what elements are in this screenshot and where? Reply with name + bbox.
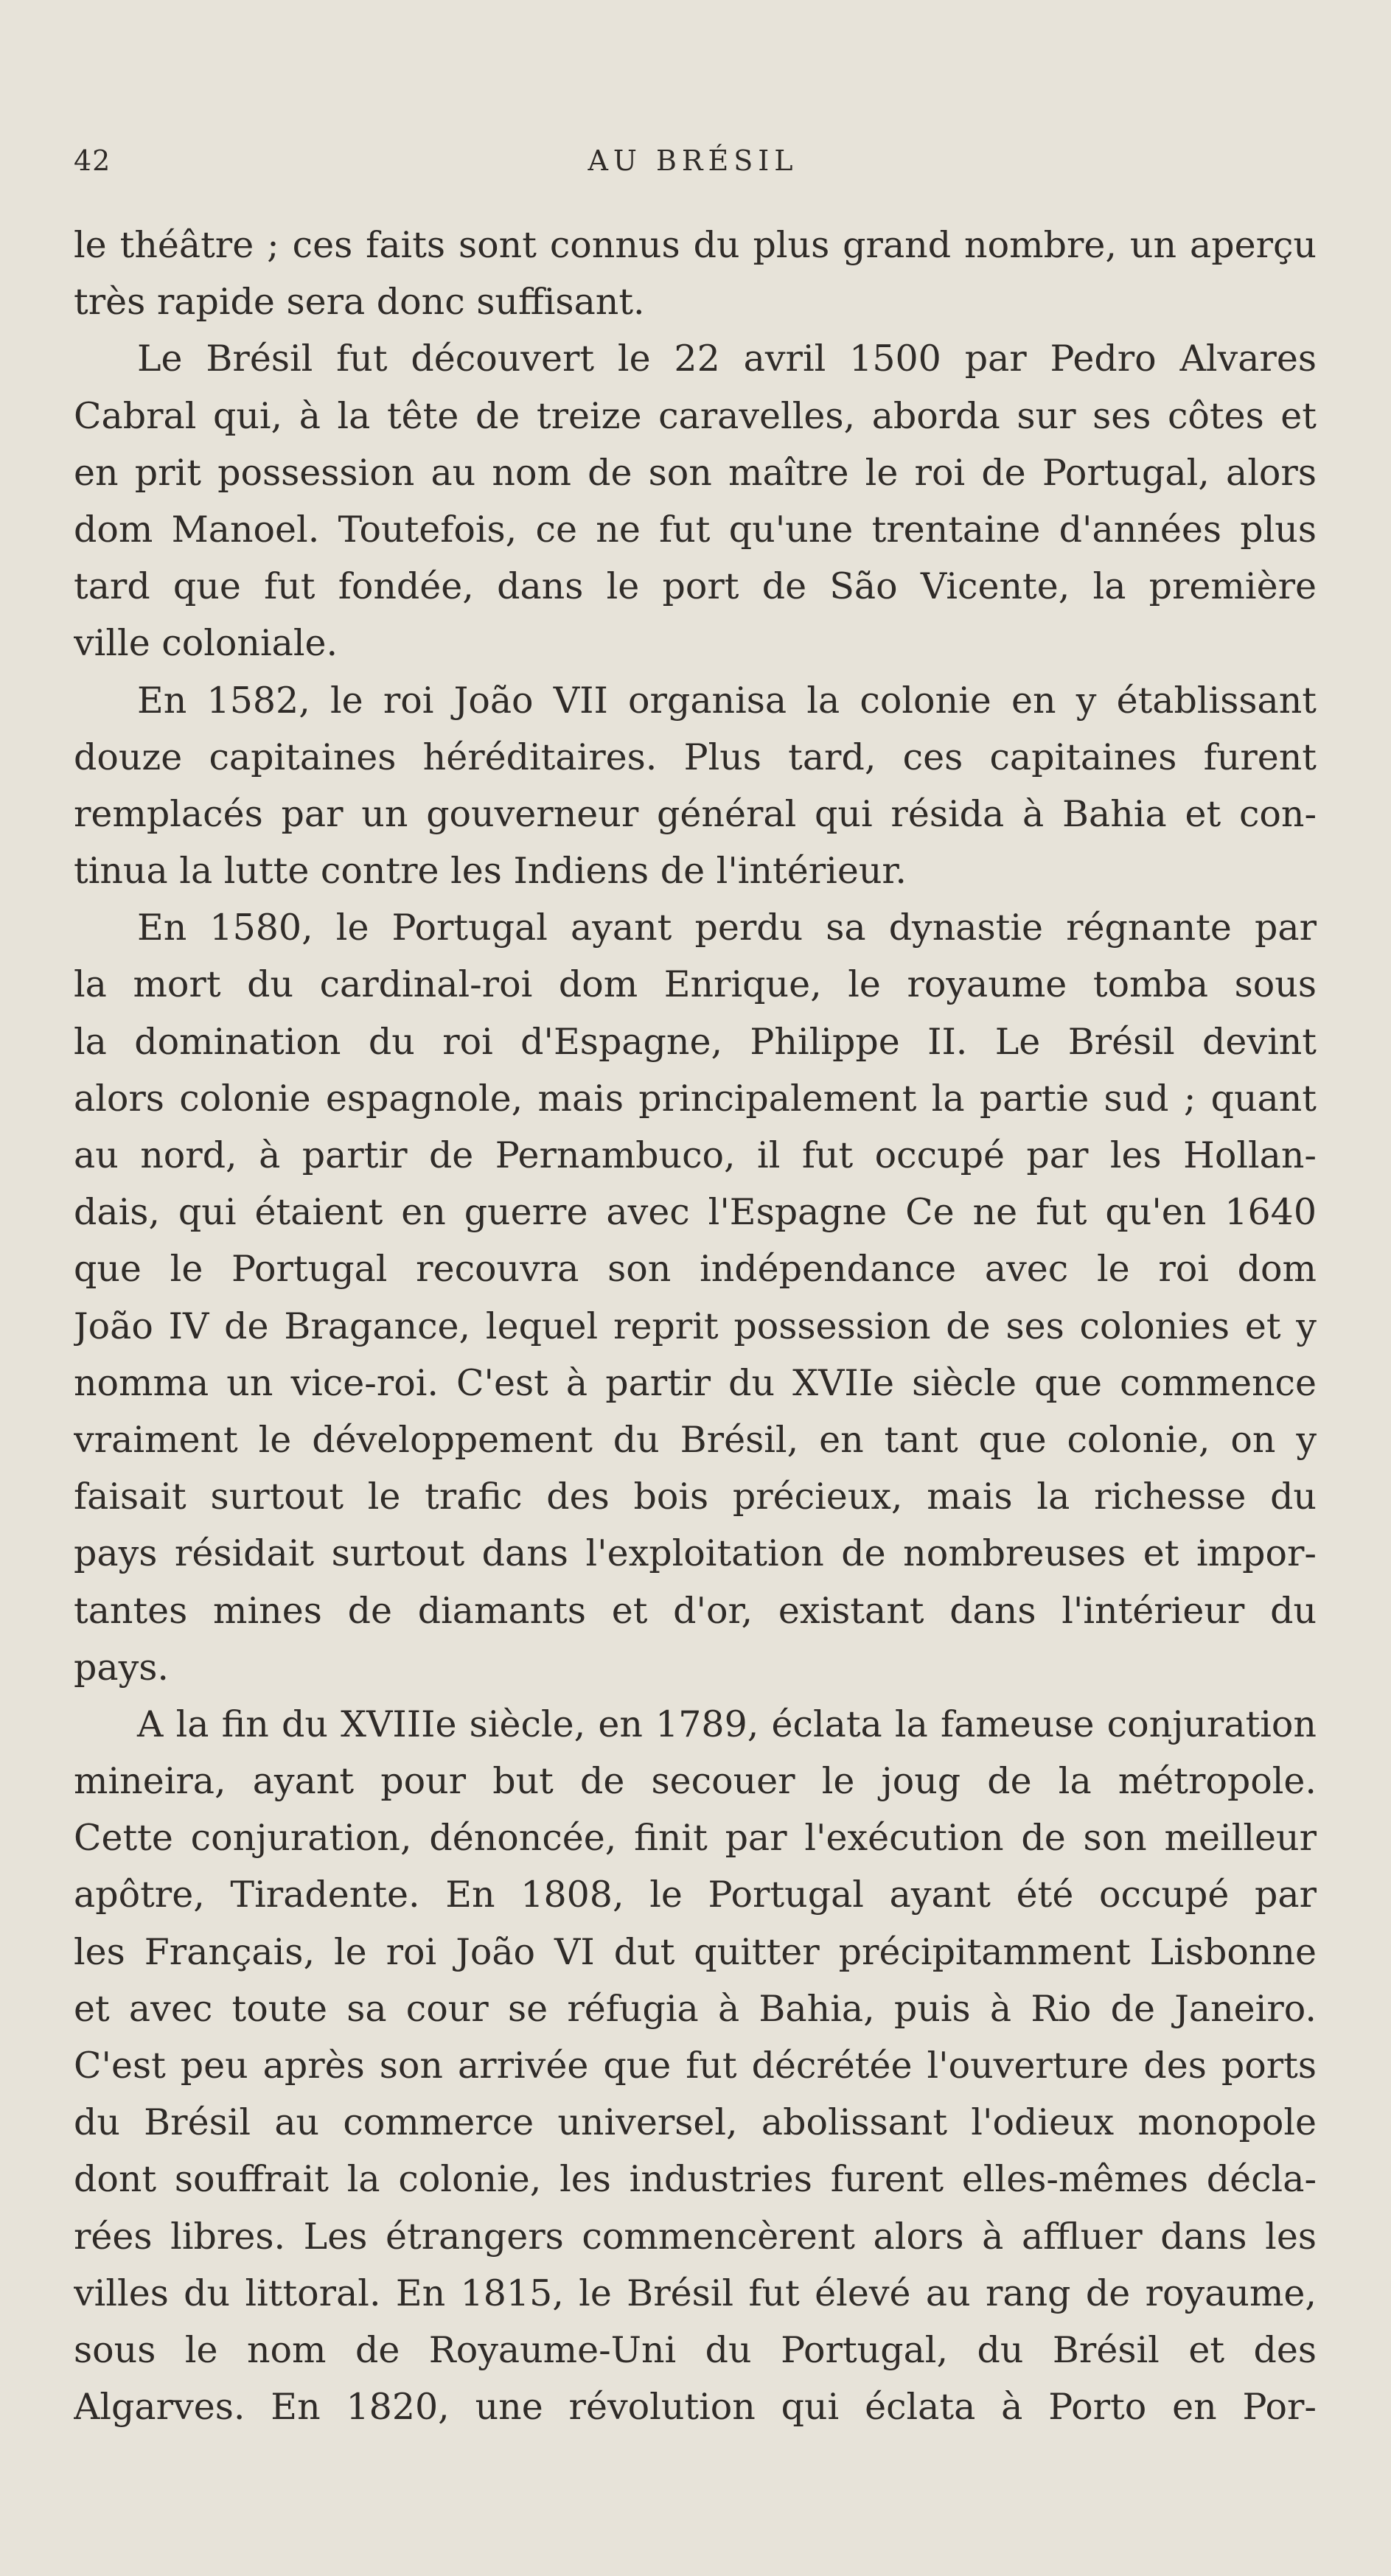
text-line: très rapide sera donc suffisant. (74, 281, 645, 324)
page-header (74, 144, 1312, 189)
text-line: Le Brésil fut découvert le 22 avril 1500 par Pedro Alvares (137, 338, 1317, 380)
running-head: AU BRÉSIL (588, 144, 798, 177)
text-line: pays. (74, 1646, 169, 1689)
text-line: villes du littoral. En 1815, le Brésil fut élevé au rang de royaume, (74, 2272, 1317, 2314)
text-line: rées libres. Les étrangers commencèrent alors à affluer dans les (74, 2215, 1317, 2258)
text-line: sous le nom de Royaume-Uni du Portugal, du Brésil et des (74, 2328, 1317, 2371)
text-line: En 1580, le Portugal ayant perdu sa dynastie régnante par (137, 907, 1317, 949)
text-line: Cabral qui, à la tête de treize caravelles, aborda sur ses côtes et (74, 394, 1317, 437)
body-text (74, 217, 1317, 2435)
text-line: alors colonie espagnole, mais principalement la partie sud ; quant (74, 1077, 1317, 1120)
text-line: nomma un vice-roi. C'est à partir du XVIIe siècle que commence (74, 1361, 1317, 1404)
text-line: tantes mines de diamants et d'or, existant dans l'intérieur du (74, 1589, 1317, 1632)
text-line: pays résidait surtout dans l'exploitation de nombreuses et impor- (74, 1532, 1317, 1575)
text-line: dom Manoel. Toutefois, ce ne fut qu'une trentaine d'années plus (74, 508, 1317, 551)
text-line: du Brésil au commerce universel, abolissant l'odieux monopole (74, 2101, 1317, 2144)
text-line: En 1582, le roi João VII organisa la colonie en y établissant (137, 679, 1317, 722)
text-line: Cette conjuration, dénoncée, finit par l'exécution de son meilleur (74, 1817, 1317, 1860)
text-line: la domination du roi d'Espagne, Philippe II. Le Brésil devint (74, 1020, 1317, 1063)
text-line: au nord, à partir de Pernambuco, il fut occupé par les Hollan- (74, 1134, 1317, 1176)
text-line: apôtre, Tiradente. En 1808, le Portugal ayant été occupé par (74, 1874, 1317, 1916)
text-line: João IV de Bragance, lequel reprit possession de ses colonies et y (74, 1305, 1317, 1347)
text-line: que le Portugal recouvra son indépendance avec le roi dom (74, 1248, 1317, 1291)
text-line: remplacés par un gouverneur général qui résida à Bahia et con- (74, 792, 1317, 835)
text-line: mineira, ayant pour but de secouer le joug de la métropole. (74, 1760, 1317, 1803)
text-line: C'est peu après son arrivée que fut décrétée l'ouverture des ports (74, 2045, 1317, 2087)
text-line: dais, qui étaient en guerre avec l'Espagne Ce ne fut qu'en 1640 (74, 1191, 1317, 1234)
text-line: en prit possession au nom de son maître le roi de Portugal, alors (74, 451, 1317, 494)
text-line: ville coloniale. (74, 622, 338, 665)
text-line: et avec toute sa cour se réfugia à Bahia, puis à Rio de Janeiro. (74, 1987, 1317, 2030)
text-line: A la fin du XVIIIe siècle, en 1789, éclata la fameuse conjuration (137, 1703, 1317, 1745)
text-line: tinua la lutte contre les Indiens de l'intérieur. (74, 850, 907, 893)
text-line: vraiment le développement du Brésil, en tant que colonie, on y (74, 1418, 1317, 1461)
text-line: les Français, le roi João VI dut quitter précipitamment Lisbonne (74, 1930, 1317, 1973)
text-line: tard que fut fondée, dans le port de São Vicente, la première (74, 565, 1317, 608)
text-line: faisait surtout le trafic des bois précieux, mais la richesse du (74, 1476, 1317, 1518)
text-line: douze capitaines héréditaires. Plus tard, ces capitaines furent (74, 736, 1317, 778)
page-number: 42 (74, 144, 111, 177)
text-line: dont souffrait la colonie, les industries furent elles-mêmes décla- (74, 2158, 1317, 2201)
text-line: le théâtre ; ces faits sont connus du plus grand nombre, un aperçu (74, 224, 1317, 266)
text-line: Algarves. En 1820, une révolution qui éclata à Porto en Por- (74, 2386, 1317, 2429)
text-line: la mort du cardinal-roi dom Enrique, le royaume tomba sous (74, 963, 1317, 1006)
